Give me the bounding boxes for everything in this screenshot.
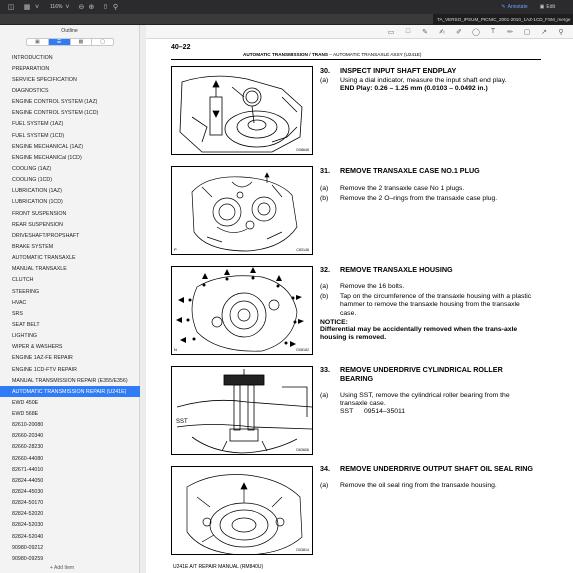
outline-item[interactable]: 82824-52020: [12, 511, 44, 518]
substep-label: (a): [320, 283, 329, 290]
outline-item[interactable]: 82660-20340: [12, 433, 44, 440]
zoom-in-icon[interactable]: ⊕: [88, 4, 95, 11]
outline-item[interactable]: WIPER & WASHERS: [12, 344, 63, 351]
step-34: [320, 464, 536, 490]
outline-item[interactable]: STEERING: [12, 288, 40, 295]
outline-item[interactable]: CLUTCH: [12, 277, 34, 284]
outline-item[interactable]: 82824-50170: [12, 500, 44, 507]
underline-icon[interactable]: ✍: [439, 28, 445, 36]
step-heading: [320, 265, 536, 274]
outline-item[interactable]: ENGINE MECHANICal (1CD): [12, 154, 82, 161]
zoom-level[interactable]: 116%: [50, 4, 63, 10]
notice-heading: NOTICE:: [320, 318, 348, 326]
outline-item[interactable]: ENGINE MECHANICAL (1AZ): [12, 143, 84, 150]
outline-item[interactable]: SRS: [12, 310, 23, 317]
outline-item[interactable]: EWD 568E: [12, 411, 39, 418]
export-icon[interactable]: ↗: [541, 28, 547, 36]
annotate-label: Annotate: [507, 4, 528, 10]
header-section: AUTOMATIC TRANSMISSION / TRANS: [243, 52, 328, 57]
edit-button[interactable]: [540, 4, 555, 10]
text-select-icon[interactable]: ▭: [387, 28, 395, 36]
outline-item[interactable]: 82824-52030: [12, 522, 44, 529]
outline-item[interactable]: BRAKE SYSTEM: [12, 243, 54, 250]
annotation-toolbar: [146, 25, 573, 39]
substep-text: Remove the 2 O–rings from the transaxle case plug.: [340, 195, 498, 203]
outline-item[interactable]: 82824-45030: [12, 489, 44, 496]
tab-document[interactable]: TA_VERSO_IPSUM_PICNIC_2001-2010_1AZ-1CD_FSM_merge: [433, 14, 573, 25]
substep-text: Remove the 16 bolts.: [340, 283, 405, 290]
outline-item[interactable]: AUTOMATIC TRANSAXLE: [12, 255, 76, 262]
view-mode-icon[interactable]: ▦: [23, 4, 31, 11]
outline-item[interactable]: 90980-09212: [12, 544, 44, 551]
thumbnails-tab-icon[interactable]: ▣: [27, 39, 49, 45]
substep-text: Tap on the circumference of the transaxle housing with a plastic hammer to remove the transaxle housing from the transaxle case.: [340, 293, 532, 317]
step-title: REMOVE UNDERDRIVE CYLINDRICAL ROLLER BEARING: [340, 365, 503, 383]
outline-item[interactable]: SEAT BELT: [12, 321, 40, 328]
substep-label: (a): [320, 392, 329, 399]
outline-item[interactable]: LIGHTING: [12, 333, 38, 340]
outline-item[interactable]: HVAC: [12, 299, 27, 306]
outline-item[interactable]: 82660-44080: [12, 455, 44, 462]
sst-label: SST: [340, 408, 354, 416]
step-heading: [320, 464, 536, 473]
step-heading: [320, 66, 536, 75]
outline-item[interactable]: FRONT SUSPENSION: [12, 210, 67, 217]
sidebar-view-switcher: [26, 38, 114, 46]
chevron-down-icon[interactable]: ˅: [34, 3, 40, 11]
figure-drawing: [172, 267, 313, 355]
outline-item[interactable]: 82660-28230: [12, 444, 44, 451]
outline-item[interactable]: MANUAL TRANSMISSION REPAIR (E355/E356): [12, 377, 128, 384]
substep-label: (a): [320, 185, 329, 192]
figure-code: D03814: [296, 548, 309, 552]
search-doc-icon[interactable]: ⚲: [558, 28, 564, 36]
header-subsection: – AUTOMATIC TRANSAXLE ASSY (U241E): [329, 52, 422, 57]
figure-sst-label: SST: [176, 419, 188, 425]
step-31: [320, 166, 536, 203]
sidebar-toggle-icon[interactable]: ◫: [7, 4, 15, 11]
figure-code: C83146: [296, 248, 309, 252]
chevron-down-icon[interactable]: ˅: [65, 3, 70, 11]
page-number: 40–22: [171, 44, 191, 51]
shapes-icon[interactable]: ◯: [472, 28, 480, 36]
substep-label: (b): [320, 293, 329, 301]
substep-text: Remove the oil seal ring from the transaxle housing.: [340, 482, 497, 489]
outline-item[interactable]: EWD 450E: [12, 399, 39, 406]
outline-item[interactable]: ENGINE CONTROL SYSTEM (1CD): [12, 110, 99, 117]
step-heading: [320, 166, 536, 175]
outline-item[interactable]: 90980-09259: [12, 555, 44, 562]
figure-corner-label: N: [174, 347, 177, 352]
pen-icon: ✎: [501, 4, 506, 10]
sst-spec: [340, 408, 536, 415]
notice-text: Differential may be accidentally removed when the trans-axle housing is removed.: [320, 325, 518, 342]
highlight-icon[interactable]: ✎: [422, 28, 428, 36]
figure-oil-seal-ring: [171, 466, 313, 555]
figure-drawing: [172, 167, 313, 255]
outline-item[interactable]: FUEL SYSTEM (1CD): [12, 132, 65, 139]
figure-code: D08182: [296, 348, 309, 352]
outline-item[interactable]: COOLING (1AZ): [12, 165, 52, 172]
outline-item[interactable]: 82824-52040: [12, 533, 44, 540]
sst-value: 09514–35011: [364, 408, 406, 416]
top-toolbar: [0, 0, 573, 14]
outline-item[interactable]: ENGINE 1CD-FTV REPAIR: [12, 366, 77, 373]
outline-item[interactable]: ENGINE CONTROL SYSTEM (1AZ): [12, 99, 98, 106]
step-title: REMOVE TRANSAXLE CASE NO.1 PLUG: [340, 166, 480, 175]
step-number: 33.: [320, 365, 330, 374]
figure-sst-bearing: [171, 366, 313, 455]
figure-code: D08646: [296, 148, 309, 152]
outline-item[interactable]: AUTOMATIC TRANSMISSION REPAIR (U241E): [0, 386, 140, 397]
edit-icon: ▣: [539, 4, 545, 10]
figure-drawing: [172, 467, 313, 555]
step-substep: [320, 293, 536, 318]
outline-item[interactable]: SERVICE SPECIFICATION: [12, 76, 77, 83]
step-substep: [320, 185, 536, 193]
page-header: [243, 52, 421, 57]
outline-list: [0, 52, 140, 564]
substep-text-body: Using a dial indicator, measure the input shaft end play.: [340, 77, 507, 84]
note-icon[interactable]: □: [405, 28, 411, 35]
annotate-button[interactable]: [501, 4, 527, 10]
step-number: 31.: [320, 166, 330, 175]
step-33: [320, 365, 536, 415]
outline-item[interactable]: COOLING (1CD): [12, 177, 53, 184]
outline-item[interactable]: 82824-44050: [12, 477, 44, 484]
outline-item[interactable]: MANUAL TRANSAXLE: [12, 266, 67, 273]
outline-item[interactable]: INTRODUCTION: [12, 54, 53, 61]
outline-item[interactable]: REAR SUSPENSION: [12, 221, 63, 228]
figure-drawing: [172, 367, 313, 455]
step-substep: [320, 195, 536, 203]
sign-icon[interactable]: ✏: [507, 28, 513, 36]
step-32: [320, 265, 536, 342]
spec-value: END Play: 0.26 – 1.25 mm (0.0103 – 0.0492 in.): [340, 85, 488, 93]
step-30: [320, 66, 536, 93]
page-footer: U241E A/T REPAIR MANUAL (RM840U): [173, 564, 264, 570]
zoom-out-icon[interactable]: ⊖: [78, 4, 85, 11]
outline-sidebar: [0, 25, 140, 573]
outline-item[interactable]: DRIVESHAFT/PROPSHAFT: [12, 232, 80, 239]
figure-transaxle-housing: [171, 266, 313, 355]
tab-bar: [0, 14, 573, 25]
bookmarks-tab-icon[interactable]: ▩: [71, 39, 93, 45]
step-substep: [320, 482, 536, 490]
outline-item[interactable]: LUBRICATION (1AZ): [12, 188, 62, 195]
substep-text: Using SST, remove the cylindrical roller bearing from the transaxle case.: [340, 392, 510, 408]
substep-label: (a): [320, 482, 329, 489]
outline-item[interactable]: PREPARATION: [12, 65, 50, 72]
figure-corner-label: P: [174, 247, 177, 252]
document-page: [146, 39, 573, 573]
figure-case-plug: [171, 166, 313, 255]
pencil-icon[interactable]: ✐: [456, 28, 462, 36]
step-substep: [320, 283, 536, 291]
figure-code: D63606: [296, 448, 309, 452]
step-number: 34.: [320, 464, 330, 473]
step-title: INSPECT INPUT SHAFT ENDPLAY: [340, 66, 457, 75]
step-title: REMOVE TRANSAXLE HOUSING: [340, 265, 453, 274]
substep-text: [340, 77, 536, 93]
figure-drawing: [172, 67, 313, 155]
page-icon[interactable]: ▢: [523, 28, 531, 36]
step-substep: [320, 392, 536, 408]
step-heading: [320, 365, 536, 383]
share-icon[interactable]: ⇧: [102, 4, 109, 11]
substep-text: Remove the 2 transaxle case No 1 plugs.: [340, 185, 465, 192]
outline-item[interactable]: FUEL SYSTEM (1AZ): [12, 121, 64, 128]
edit-label: Edit: [546, 4, 555, 10]
substep-label: (b): [320, 195, 329, 203]
annotations-tab-icon[interactable]: ▢: [100, 39, 105, 45]
figure-input-shaft-endplay: [171, 66, 313, 155]
outline-item[interactable]: LUBRICATION (1CD): [12, 199, 63, 206]
substep-label: (a): [320, 77, 329, 84]
search-icon[interactable]: ⚲: [112, 4, 118, 11]
step-title: REMOVE UNDERDRIVE OUTPUT SHAFT OIL SEAL RING: [340, 464, 534, 473]
step-substep: [320, 77, 536, 93]
outline-item[interactable]: 82671-44010: [12, 466, 44, 473]
outline-item[interactable]: 82610-20080: [12, 422, 44, 429]
step-number: 32.: [320, 265, 330, 274]
step-number: 30.: [320, 66, 330, 75]
text-tool-icon[interactable]: T: [490, 28, 496, 35]
outline-tab-icon[interactable]: ☰: [49, 39, 71, 45]
header-rule: [171, 59, 541, 60]
sidebar-title: Outline: [61, 28, 78, 34]
outline-item[interactable]: ENGINE 1AZ-FE REPAIR: [12, 355, 73, 362]
outline-item[interactable]: DIAGNOSTICS: [12, 87, 49, 94]
add-item-button[interactable]: + Add Item: [50, 565, 75, 571]
